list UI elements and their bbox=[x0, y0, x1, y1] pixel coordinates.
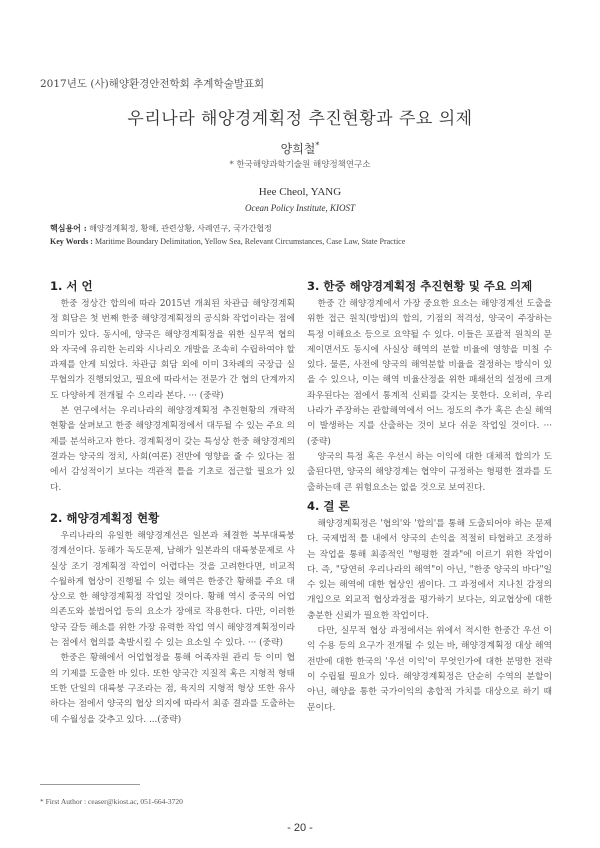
section-2-body bbox=[50, 529, 295, 728]
section-1-body bbox=[50, 297, 295, 496]
section-1-heading: 1. 서 언 bbox=[50, 279, 93, 293]
section-2-heading: 2. 해양경계획정 현황 bbox=[50, 511, 160, 525]
section-4-body bbox=[307, 517, 552, 716]
section-2-paragraph: 한중은 황해에서 어업협정을 통해 어족자원 관리 등 이미 협의 기제를 도출한 바 있다. 또한 양국간 지질적 혹은 지형적 형태 또한 단일의 대륙붕 구조라는 점, 육지의 지형적 형상 또한 유사하다는 점에서 양국의 협상 의지에 따라서 최종 결과를 도출하는데 수월성을 갖추고 있다. ...(중략) bbox=[50, 653, 295, 725]
footnote: * First Author : ceaser@kiost.ac, 051-664-3720 bbox=[40, 797, 183, 806]
section-1-paragraph: 한중 정상간 합의에 따라 2015년 개최된 차관급 해양경계획정 회담은 첫 번째 한중 해양경계획정의 공식화 작업이라는 점에 의미가 있다. 동시에, 양국은 해양경계획정을 위한 실무적 협의와 자국에 유리한 논리와 시나리오 개발을 조속히 수립하여야 할 과제를 안게 되었다. 차관급 회담 외에 이미 3차례의 국장급 실무협의가 진행되었고, 필요에 따라서는 전문가 간 협의 단계까지도 다양하게 전개될 수 으리라 본다. ··· (중략) bbox=[50, 299, 295, 401]
section-4-heading: 4. 결 론 bbox=[307, 499, 350, 513]
keywords-english-label: Key Words : bbox=[50, 237, 93, 246]
author-affiliation-en: Ocean Policy Institute, KIOST bbox=[245, 203, 355, 213]
page-number: - 20 - bbox=[287, 822, 313, 834]
footnote-divider bbox=[40, 784, 140, 785]
section-3-heading: 3. 한중 해양경계획정 추진현황 및 주요 의제 bbox=[307, 279, 533, 293]
author-name-en: Hee Cheol, YANG bbox=[258, 186, 342, 198]
section-3-paragraph: 한중 간 해양경계에서 가장 중요한 요소는 해양경계선 도출을 위한 접근 원칙(방법)의 합의, 기점의 적격성, 양국이 주장하는 특정 이해요소 등으로 요약될 수 있다. 이들은 포괄적 원칙의 문제이면서도 동시에 사실상 해역의 분할 비율에 영향을 미칠 수 있다. 물론, 사전에 양국의 해역분할 비율을 결정하는 방식이 있을 수 있으나, 이는 해역 비율산정을 위한 패쇄선의 설정에 크게 좌우된다는 점에서 통계적 신뢰를 갖지는 못한다. 오히려, 우리나라가 주장하는 관할해역에서 어느 정도의 추가 혹은 손실 해역이 발생하는 지를 산출하는 것이 보다 쉬운 작업일 것이다. ··· (중략) bbox=[307, 299, 552, 447]
keywords-korean-text: 해양경계획정, 황해, 관련상황, 사례연구, 국가간협정 bbox=[86, 224, 272, 233]
section-1-paragraph: 본 연구에서는 우리나라의 해양경계획정 추진현황의 개략적 현황을 살펴보고 한중 해양경계획정에서 대두될 수 있는 주요 의제를 분석하고자 한다. 경계획정이 갖는 특성상 한중 해양경계의 결과는 양국의 정치, 사회(여론) 전반에 영향을 줄 수 있다는 점에서 감성적이기 보다는 객관적 틀을 기초로 접근할 필요가 있다. bbox=[50, 406, 295, 493]
keywords-english-text: Maritime Boundary Delimitation, Yellow Sea, Relevant Circumstances, Case Law, State Practice bbox=[92, 237, 406, 246]
section-4-paragraph: 다만, 실무적 협상 과정에서는 위에서 적시한 한중간 우선 이익 수용 등의 요구가 전개될 수 있는 바, 해양경계획정 대상 해역 전반에 대한 한국의 '우선 이익'이 무엇인가에 대한 분명한 전략이 수립될 필요가 있다. 해양경계획정은 단순히 수역의 분할이 아닌, 해양을 통한 국가이익의 총합적 가치를 대상으로 하기 때문이다. bbox=[307, 626, 552, 713]
keywords-english bbox=[50, 237, 405, 246]
section-3-body bbox=[307, 297, 552, 496]
author-mark: * bbox=[315, 141, 320, 150]
keywords-korean bbox=[50, 223, 272, 234]
section-3-paragraph: 양국의 특정 혹은 우선시 하는 이익에 대한 대체적 합의가 도출된다면, 양국의 해양경계는 협약이 규정하는 형평한 결과를 도출하는데 큰 위험요소는 없을 것으로 보여진다. bbox=[307, 451, 552, 493]
section-2-paragraph: 우리나라의 유일한 해양경계선은 일본과 체결한 북부대륙붕 경계선이다. 동해가 독도문제, 남해가 일본과의 대륙붕문제로 사실상 조기 경계획정 작업이 어렵다는 것을 고려한다면, 비교적 수월하게 협상이 진행될 수 있는 해역은 한중간 황해를 주요 대상으로 한 해양경계획정 작업일 것이다. 황해 역시 중국의 어업의존도와 불법어업 등의 요소가 장애로 작용한다. 다만, 이러한 양국 갈등 해소를 위한 가장 유력한 작업 역시 해양경계획정이라는 점에서 협의를 촉발시킬 수 있는 요소일 수 있다. ··· (중략) bbox=[50, 531, 295, 649]
section-4-paragraph: 해양경계획정은 '협의'와 '합의'를 통해 도출되어야 하는 문제다. 국제법적 틀 내에서 양국의 손익을 적절히 타협하고 조정하는 작업을 통해 최종적인 "형평한 결과"에 이르기 위한 작업이다. 즉, "당연히 우리나라의 해역"이 아닌, "한중 양국의 바다"일 수 있는 해역에 대한 협상인 셈이다. 그 과정에서 지나친 감정의 개입으로 외교적 협상과정을 평가하기 보다는, 외교협상에 대한 충분한 신뢰가 필요한 작업이다. bbox=[307, 519, 552, 621]
keywords-korean-label: 핵심용어 : bbox=[50, 223, 87, 233]
running-header: 2017년도 (사)해양환경안전학회 추계학술발표회 bbox=[40, 78, 265, 90]
author-name-text: 양희철 bbox=[280, 142, 316, 156]
paper-title: 우리나라 해양경계획정 추진현황과 주요 의제 bbox=[127, 109, 473, 129]
author-affiliation: * 한국해양과학기술원 해양정책연구소 bbox=[229, 160, 371, 170]
author-name bbox=[0, 140, 600, 157]
